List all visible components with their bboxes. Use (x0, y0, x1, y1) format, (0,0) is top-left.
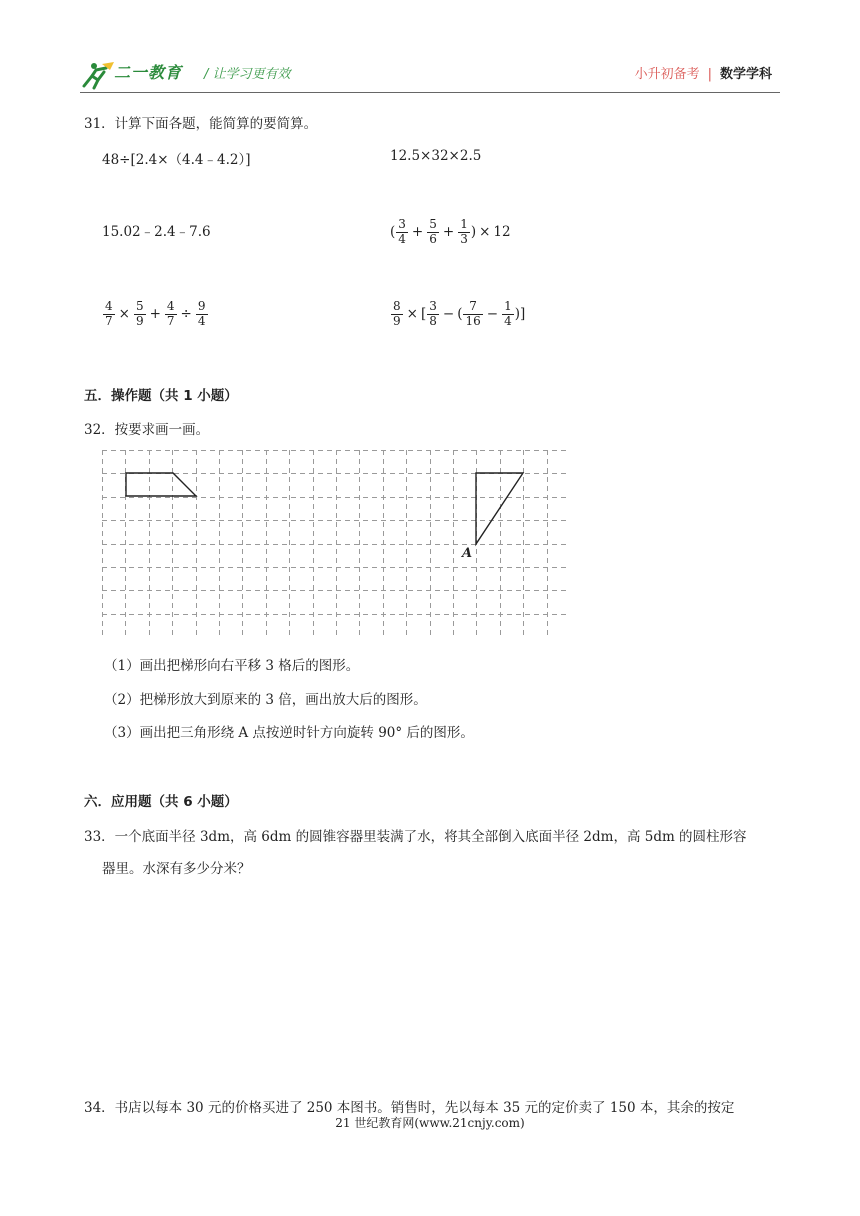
q31-expr-2: 12.5×32×2.5 (390, 148, 482, 164)
fraction: $\frac{9}{4}$ (197, 299, 206, 328)
number: 12 (493, 224, 511, 241)
drawing-grid (102, 450, 570, 637)
operator: × (406, 306, 418, 323)
operator: ÷ (180, 306, 192, 323)
operator: × (118, 306, 130, 323)
paren-close: ) (470, 224, 477, 241)
fraction: $\frac{4}{7}$ (166, 299, 175, 328)
q31-expr-6 (390, 300, 525, 329)
triangle-shape (476, 473, 523, 544)
bracket-open: [ (420, 306, 427, 323)
fraction: $\frac{8}{9}$ (393, 299, 401, 328)
q33-line-1: 33．一个底面半径 3dm，高 6dm 的圆锥容器里装满了水，将其全部倒入底面半径 2dm，高 5dm 的圆柱形容 (84, 829, 747, 845)
fraction: $\frac{3}{4}$ (398, 217, 406, 246)
page-footer: 21 世纪教育网(www.21cnjy.com) (335, 1116, 525, 1130)
point-a-label: A (462, 546, 473, 561)
header-subject: 数学学科 (719, 67, 772, 82)
header-right (635, 63, 772, 82)
fraction: $\frac{1}{3}$ (460, 217, 468, 246)
header-divider (80, 92, 780, 93)
bracket-close: ] (519, 306, 526, 323)
section-5-title: 五．操作题（共 1 小题） (84, 388, 238, 404)
q33-line-2: 器里。水深有多少分米？ (102, 861, 251, 877)
header-separator: | (707, 67, 712, 82)
q32-step-1: （1）画出把梯形向右平移 3 格后的图形。 (104, 658, 360, 674)
operator: × (479, 224, 491, 241)
operator: − (486, 306, 499, 323)
q31-expr-5 (102, 300, 209, 329)
page-header (80, 56, 780, 92)
fraction: $\frac{1}{4}$ (504, 299, 512, 328)
q32-title: 32．按要求画一画。 (84, 422, 210, 438)
paren-close: ) (514, 306, 520, 323)
logo-text: 二一教育 (114, 63, 183, 82)
fraction: $\frac{3}{8}$ (429, 299, 437, 328)
section-6-title: 六．应用题（共 6 小题） (84, 794, 238, 810)
fraction: $\frac{5}{9}$ (135, 299, 144, 328)
q31-title: 31．计算下面各题，能简算的要简算。 (84, 116, 318, 132)
q32-step-3: （3）画出把三角形绕 A 点按逆时针方向旋转 90° 后的图形。 (104, 725, 474, 741)
q31-expr-4 (390, 218, 511, 247)
q31-expr-1: 48÷[2.4×（4.4﹣4.2）] (102, 152, 251, 168)
operator: + (149, 306, 161, 323)
fraction: $\frac{5}{6}$ (429, 217, 437, 246)
q31-expr-3: 15.02﹣2.4﹣7.6 (102, 224, 211, 240)
fraction: $\frac{4}{7}$ (105, 299, 113, 328)
paren-open: ( (390, 224, 396, 241)
q32-step-2: （2）把梯形放大到原来的 3 倍，画出放大后的图形。 (104, 692, 427, 708)
slogan: / 让学习更有效 (204, 67, 291, 82)
fraction: $\frac{7}{16}$ (465, 299, 481, 328)
operator: + (411, 224, 424, 241)
paren-open: ( (457, 306, 463, 323)
operator: − (442, 306, 455, 323)
trapezoid-shape (126, 473, 196, 496)
q34-line-1: 34．书店以每本 30 元的价格买进了 250 本图书。销售时，先以每本 35 元的定价卖了 150 本，其余的按定 (84, 1100, 735, 1116)
operator: + (442, 224, 455, 241)
header-tag: 小升初备考 (634, 67, 700, 82)
